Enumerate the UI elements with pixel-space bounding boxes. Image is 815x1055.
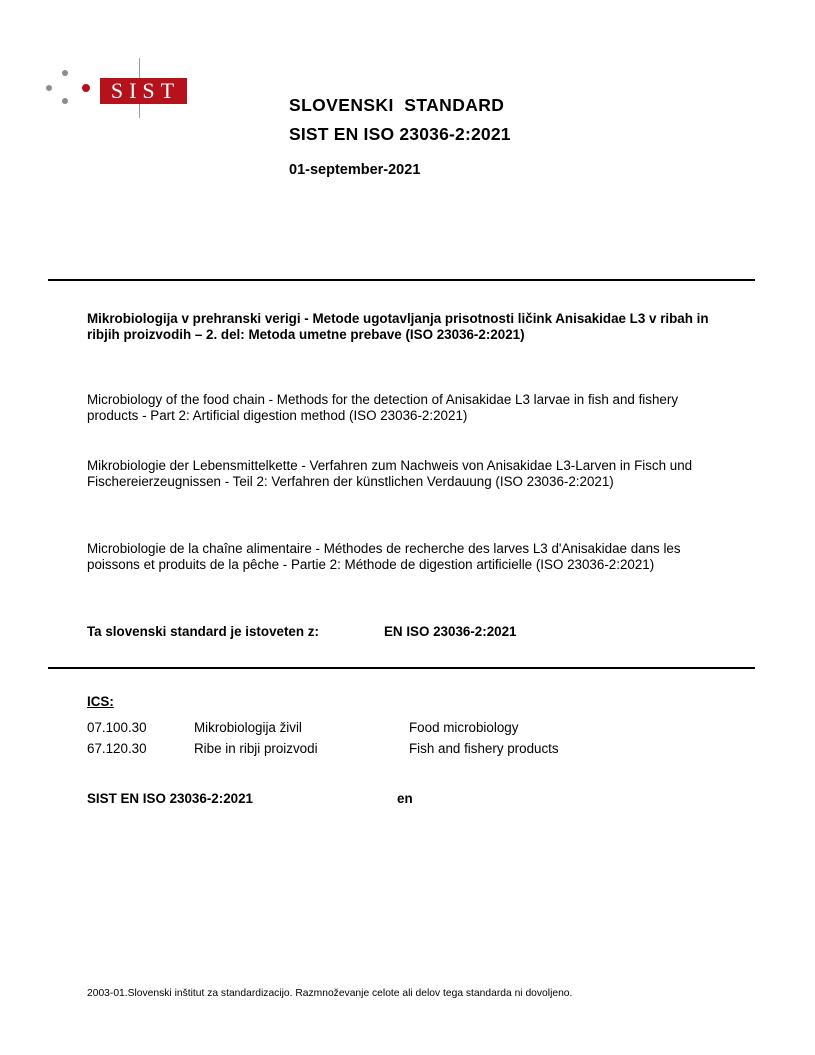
logo-dot-icon bbox=[82, 84, 90, 92]
ics-description-en: Fish and fishery products bbox=[409, 741, 559, 756]
copyright-notice: 2003-01.Slovenski inštitut za standardizacijo. Razmnoževanje celote ali delov tega standarda ni dovoljeno. bbox=[87, 988, 573, 999]
footer-standard-code: SIST EN ISO 23036-2:2021 bbox=[87, 791, 253, 806]
ics-description-sl: Ribe in ribji proizvodi bbox=[194, 741, 318, 756]
ics-code: 07.100.30 bbox=[87, 720, 147, 735]
identical-label: Ta slovenski standard je istoveten z: bbox=[87, 624, 319, 639]
logo-dot-icon bbox=[62, 98, 68, 104]
logo-dot-icon bbox=[46, 85, 52, 91]
ics-label: ICS: bbox=[87, 694, 114, 709]
standard-heading: SLOVENSKI STANDARD bbox=[289, 95, 505, 115]
standard-code: SIST EN ISO 23036-2:2021 bbox=[289, 124, 511, 144]
title-slovenian: Mikrobiologija v prehranski verigi - Metode ugotavljanja prisotnosti ličink Anisakidae L3 v ribah in ribjih proizvodih – 2. del: Metoda umetne prebave (ISO 23036-2:2021) bbox=[87, 311, 709, 342]
divider-bottom bbox=[48, 667, 755, 669]
ics-description-en: Food microbiology bbox=[409, 720, 519, 735]
ics-row bbox=[87, 741, 727, 759]
ics-description-sl: Mikrobiologija živil bbox=[194, 720, 302, 735]
ics-code: 67.120.30 bbox=[87, 741, 147, 756]
title-english: Microbiology of the food chain - Methods for the detection of Anisakidae L3 larvae in fish and fishery products - Part 2: Artificial digestion method (ISO 23036-2:2021) bbox=[87, 392, 679, 423]
standard-date: 01-september-2021 bbox=[289, 162, 421, 178]
logo-dot-icon bbox=[62, 70, 68, 76]
footer-language: en bbox=[397, 791, 413, 806]
logo-wordmark: SIST bbox=[100, 78, 187, 104]
title-french: Microbiologie de la chaîne alimentaire - Méthodes de recherche des larves L3 d'Anisakidae dans les poissons et produits de la pêche - Partie 2: Méthode de digestion artificielle (ISO 23036-2:2021) bbox=[87, 541, 681, 572]
ics-row bbox=[87, 720, 727, 738]
sist-logo bbox=[46, 58, 206, 118]
title-german: Mikrobiologie der Lebensmittelkette - Verfahren zum Nachweis von Anisakidae L3-Larven in Fisch und Fischereierzeugnissen - Teil 2: Verfahren der künstlichen Verdauung (ISO 23036-2:2021) bbox=[87, 458, 693, 489]
divider-top bbox=[48, 279, 755, 281]
identical-value: EN ISO 23036-2:2021 bbox=[384, 624, 517, 639]
